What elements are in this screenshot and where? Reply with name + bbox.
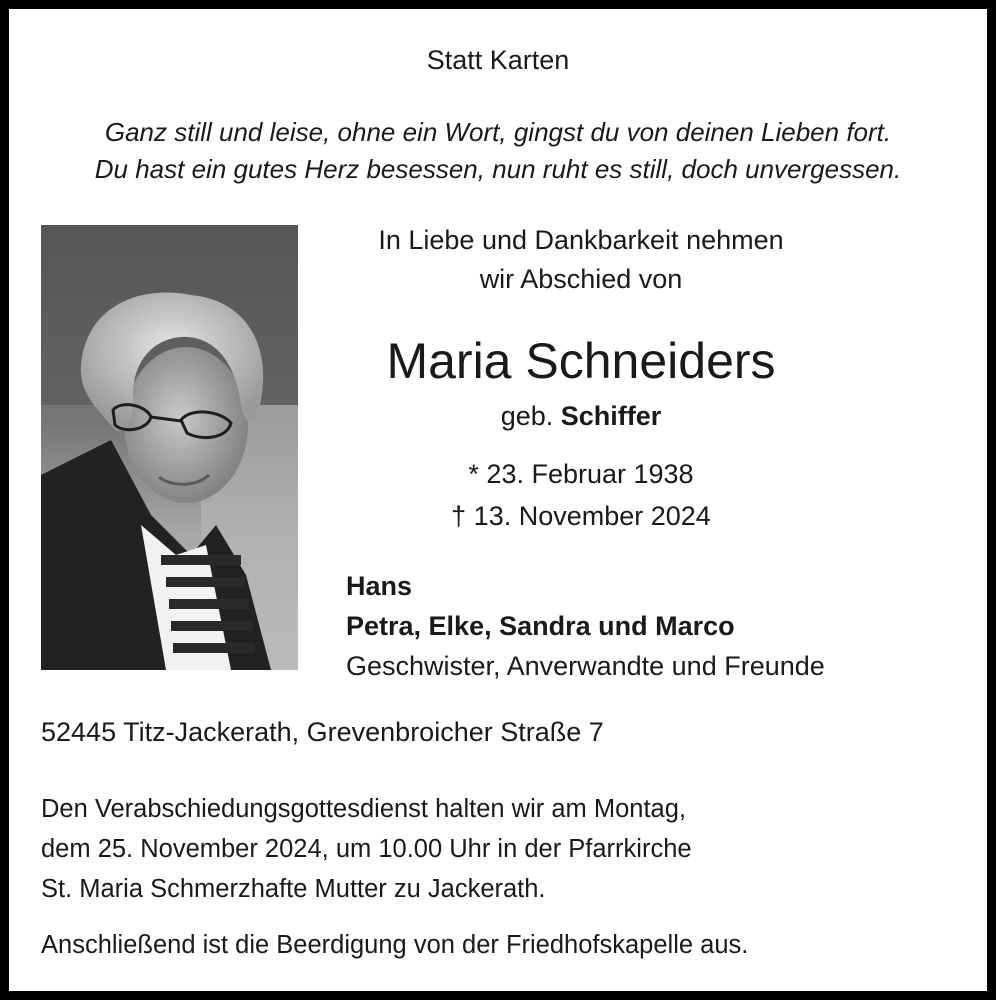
intro-line: wir Abschied von <box>479 264 683 294</box>
service-line: St. Maria Schmerzhafte Mutter zu Jackerath. <box>41 875 546 903</box>
family-list <box>346 566 825 686</box>
poem <box>9 114 987 188</box>
deceased-name: Maria Schneiders <box>386 333 776 389</box>
notice-header: Statt Karten <box>426 45 570 75</box>
portrait-photo <box>41 225 298 670</box>
service-line: dem 25. November 2024, um 10.00 Uhr in der Pfarrkirche <box>41 835 692 863</box>
address: 52445 Titz-Jackerath, Grevenbroicher Straße 7 <box>41 717 604 747</box>
service-info <box>41 789 692 909</box>
poem-line: Ganz still und leise, ohne ein Wort, gingst du von deinen Lieben fort. <box>104 117 892 147</box>
family-spouse: Hans <box>346 571 413 601</box>
birth-name-value: Schiffer <box>560 401 662 431</box>
intro-line: In Liebe und Dankbarkeit nehmen <box>378 225 784 255</box>
poem-line: Du hast ein gutes Herz besessen, nun ruht es still, doch unvergessen. <box>94 154 902 184</box>
birth-name-prefix: geb. <box>500 401 554 431</box>
intro-text <box>331 221 831 299</box>
birth-name <box>331 401 831 432</box>
family-others: Geschwister, Anverwandte und Freunde <box>346 651 825 681</box>
portrait-image <box>41 225 298 670</box>
family-children: Petra, Elke, Sandra und Marco <box>346 611 735 641</box>
burial-info: Anschließend ist die Beerdigung von der Friedhofskapelle aus. <box>41 931 749 959</box>
service-line: Den Verabschiedungsgottesdienst halten wir am Montag, <box>41 795 686 823</box>
life-dates <box>331 453 831 537</box>
death-date: † 13. November 2024 <box>451 501 711 531</box>
birth-date: * 23. Februar 1938 <box>468 459 694 489</box>
